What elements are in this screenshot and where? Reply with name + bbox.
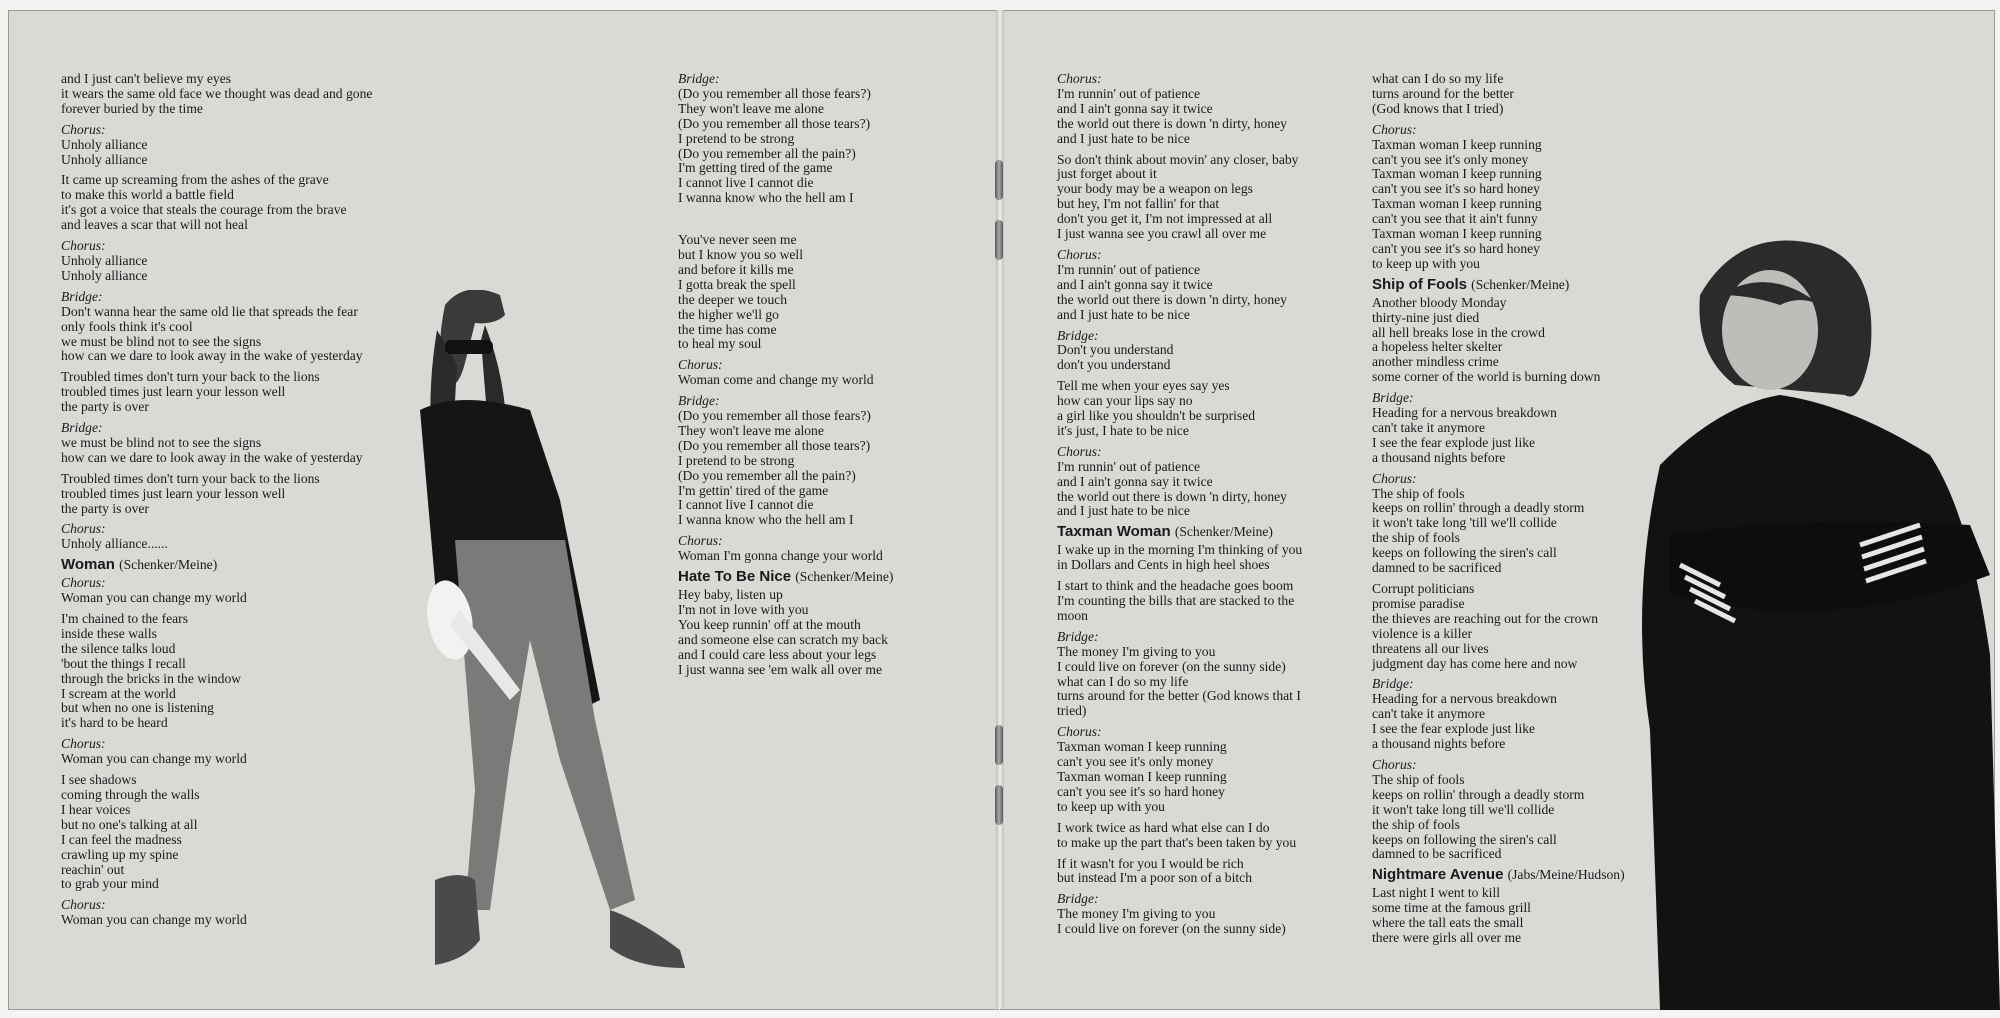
- lyric-stanza: [1057, 329, 1302, 374]
- lyric-line: Unholy alliance......: [61, 536, 168, 552]
- lyric-stanza: [1057, 821, 1302, 851]
- lyric-line: the time has come: [678, 321, 777, 337]
- lyric-line: thirty-nine just died: [1372, 309, 1480, 325]
- lyric-line: a thousand nights before: [1372, 449, 1506, 465]
- lyric-line: I wanna know who the hell am I: [678, 190, 854, 206]
- lyric-stanza: [1057, 857, 1302, 887]
- lyric-line: 'bout the things I recall: [61, 655, 186, 671]
- lyric-line: Heading for a nervous breakdown: [1372, 691, 1557, 707]
- lyric-line: If it wasn't for you I would be rich: [1057, 855, 1244, 871]
- lyric-line: So don't think about movin' any closer, baby: [1057, 151, 1299, 167]
- lyric-line: another mindless crime: [1372, 354, 1499, 370]
- lyric-line: Don't wanna hear the same old lie that spreads the fear: [61, 303, 358, 319]
- lyric-stanza: [1057, 543, 1302, 573]
- lyrics-column-4: [1372, 72, 1625, 952]
- lyric-line: I'm gettin' tired of the game: [678, 482, 829, 498]
- section-label: Chorus:: [1372, 470, 1417, 486]
- lyric-line: (Do you remember all the pain?): [678, 145, 856, 161]
- lyric-line: I see shadows: [61, 772, 137, 788]
- lyric-line: Unholy alliance: [61, 136, 148, 152]
- lyric-line: They won't leave me alone: [678, 100, 824, 116]
- lyric-line: troubled times just learn your lesson well: [61, 384, 286, 400]
- lyric-stanza: [678, 233, 893, 352]
- lyric-stanza: [61, 612, 372, 731]
- songwriter-credit: (Jabs/Meine/Hudson): [1507, 867, 1625, 883]
- lyric-line: Taxman woman I keep running: [1057, 739, 1227, 755]
- lyric-stanza: [1057, 630, 1302, 719]
- lyric-stanza: [61, 421, 372, 466]
- lyric-line: can't you see that it ain't funny: [1372, 211, 1538, 227]
- lyric-line: how can we dare to look away in the wake of yesterday: [61, 449, 363, 465]
- lyric-line: The money I'm giving to you: [1057, 906, 1216, 922]
- song-title: [1372, 868, 1625, 883]
- lyric-line: to keep up with you: [1372, 255, 1480, 271]
- lyric-stanza: [678, 212, 893, 227]
- lyric-line: the world out there is down 'n dirty, honey: [1057, 291, 1287, 307]
- lyric-stanza: [1057, 72, 1302, 147]
- section-label: Chorus:: [61, 897, 106, 913]
- lyric-stanza: [61, 239, 372, 284]
- lyric-line: turns around for the better (God knows that I: [1057, 688, 1301, 704]
- lyric-line: (Do you remember all those tears?): [678, 437, 871, 453]
- lyric-line: It came up screaming from the ashes of the grave: [61, 172, 329, 188]
- lyric-line: They won't leave me alone: [678, 422, 824, 438]
- lyric-line: some corner of the world is burning down: [1372, 369, 1601, 385]
- lyric-line: what can I do so my life: [1057, 673, 1189, 689]
- lyric-line: don't you get it, I'm not impressed at all: [1057, 211, 1273, 227]
- lyric-line: the deeper we touch: [678, 291, 788, 307]
- lyric-line: forever buried by the time: [61, 100, 203, 116]
- lyric-line: I see the fear explode just like: [1372, 721, 1536, 737]
- section-label: Chorus:: [678, 357, 723, 373]
- staple: [995, 220, 1003, 260]
- lyric-line: it's got a voice that steals the courage from the brave: [61, 202, 347, 218]
- lyric-stanza: [1057, 579, 1302, 624]
- section-label: Bridge:: [1057, 891, 1099, 907]
- song-title-text: Woman: [61, 556, 115, 574]
- lyric-line: crawling up my spine: [61, 846, 179, 862]
- section-label: Chorus:: [1057, 71, 1102, 86]
- lyric-stanza: [678, 72, 893, 206]
- lyric-line: You've never seen me: [678, 232, 797, 248]
- lyric-line: Woman come and change my world: [678, 372, 874, 388]
- lyric-stanza: [61, 737, 372, 767]
- lyric-line: can't you see it's only money: [1057, 754, 1214, 770]
- lyric-line: I'm runnin' out of patience: [1057, 261, 1201, 277]
- lyric-line: inside these walls: [61, 625, 157, 641]
- lyric-stanza: [61, 773, 372, 892]
- lyric-line: Don't you understand: [1057, 342, 1174, 358]
- lyric-line: a hopeless helter skelter: [1372, 339, 1503, 355]
- lyric-line: Woman I'm gonna change your world: [678, 548, 883, 564]
- lyric-line: there were girls all over me: [1372, 929, 1522, 945]
- section-label: Bridge:: [1057, 628, 1099, 644]
- lyric-stanza: [61, 576, 372, 606]
- lyric-line: I just wanna see 'em walk all over me: [678, 661, 883, 677]
- lyric-stanza: [1057, 248, 1302, 323]
- lyric-line: how can your lips say no: [1057, 393, 1193, 409]
- lyric-stanza: [678, 588, 893, 677]
- songwriter-credit: (Schenker/Meine): [119, 557, 218, 573]
- lyric-line: I wake up in the morning I'm thinking of you: [1057, 542, 1303, 558]
- lyric-line: Taxman woman I keep running: [1372, 136, 1542, 152]
- lyric-line: I'm chained to the fears: [61, 611, 189, 626]
- lyric-line: and before it kills me: [678, 261, 794, 277]
- lyric-line: I work twice as hard what else can I do: [1057, 819, 1270, 835]
- lyric-line: Troubled times don't turn your back to the lions: [61, 470, 320, 486]
- lyric-line: The ship of fools: [1372, 771, 1465, 787]
- lyric-line: threatens all our lives: [1372, 640, 1489, 656]
- lyric-line: Taxman woman I keep running: [1372, 226, 1542, 242]
- lyric-line: Troubled times don't turn your back to the lions: [61, 369, 320, 385]
- lyric-line: violence is a killer: [1372, 625, 1473, 641]
- lyric-line: Woman you can change my world: [61, 751, 247, 767]
- lyrics-column-3: [1057, 72, 1302, 943]
- lyric-stanza: [1057, 892, 1302, 937]
- songwriter-credit: (Schenker/Meine): [795, 569, 894, 585]
- lyric-line: Last night I went to kill: [1372, 885, 1500, 901]
- lyric-line: The money I'm giving to you: [1057, 643, 1216, 659]
- section-label: Chorus:: [1372, 121, 1417, 137]
- song-title-text: Hate To Be Nice: [678, 568, 792, 586]
- lyric-line: your body may be a weapon on legs: [1057, 181, 1253, 197]
- lyric-stanza: [1057, 379, 1302, 439]
- lyric-line: and I just hate to be nice: [1057, 503, 1190, 519]
- lyric-stanza: [1057, 445, 1302, 520]
- lyric-line: and someone else can scratch my back: [678, 631, 888, 647]
- crossed-arms-photo: [1640, 235, 2000, 1010]
- lyric-line: can't you see it's only money: [1372, 151, 1529, 167]
- lyric-line: (Do you remember all those fears?): [678, 408, 871, 424]
- staple: [995, 785, 1003, 825]
- song-title: [678, 570, 893, 585]
- section-label: Chorus:: [61, 521, 106, 537]
- lyric-line: and I could care less about your legs: [678, 646, 877, 662]
- lyric-line: it wears the same old face we thought was dead and gone: [61, 85, 373, 101]
- lyric-stanza: [1372, 472, 1625, 576]
- lyric-line: (Do you remember all the pain?): [678, 467, 856, 483]
- song-title-text: Taxman Woman: [1057, 523, 1171, 541]
- lyric-line: just forget about it: [1057, 166, 1157, 182]
- lyric-line: keeps on following the siren's call: [1372, 831, 1557, 847]
- lyric-stanza: [61, 370, 372, 415]
- lyric-line: You keep runnin' off at the mouth: [678, 616, 861, 632]
- lyric-line: where the tall eats the small: [1372, 915, 1524, 931]
- lyric-line: to grab your mind: [61, 876, 159, 892]
- lyric-line: Tell me when your eyes say yes: [1057, 378, 1230, 394]
- lyric-line: and I ain't gonna say it twice: [1057, 100, 1213, 116]
- lyric-line: Corrupt politicians: [1372, 581, 1475, 596]
- lyric-line: to make this world a battle field: [61, 187, 234, 203]
- lyric-line: I'm not in love with you: [678, 601, 809, 617]
- section-label: Chorus:: [1057, 443, 1102, 459]
- lyric-line: can't you see it's so hard honey: [1372, 181, 1540, 197]
- lyric-line: Heading for a nervous breakdown: [1372, 405, 1557, 421]
- lyric-line: Hey baby, listen up: [678, 587, 783, 602]
- lyric-line: damned to be sacrificed: [1372, 560, 1502, 576]
- lyric-line: and leaves a scar that will not heal: [61, 217, 248, 233]
- lyric-line: it won't take long till we'll collide: [1372, 801, 1555, 817]
- lyric-line: turns around for the better: [1372, 85, 1514, 101]
- lyric-stanza: [61, 522, 372, 552]
- lyric-stanza: [678, 394, 893, 528]
- lyric-line: through the bricks in the window: [61, 670, 242, 686]
- section-label: Chorus:: [61, 238, 106, 254]
- lyric-stanza: [1057, 725, 1302, 814]
- lyric-line: I cannot live I cannot die: [678, 497, 814, 513]
- lyric-line: promise paradise: [1372, 595, 1465, 611]
- lyric-line: keeps on rollin' through a deadly storm: [1372, 786, 1585, 802]
- lyric-line: keeps on following the siren's call: [1372, 545, 1557, 561]
- song-title: [61, 558, 372, 573]
- lyric-line: I'm counting the bills that are stacked to the: [1057, 593, 1295, 608]
- lyric-line: to keep up with you: [1057, 798, 1165, 814]
- lyric-stanza: [1372, 758, 1625, 862]
- lyric-line: tried): [1057, 703, 1087, 719]
- lyrics-column-1: [61, 72, 372, 934]
- lyric-line: I just wanna see you crawl all over me: [1057, 226, 1267, 242]
- lyric-line: a thousand nights before: [1372, 736, 1506, 752]
- lyric-line: to heal my soul: [678, 336, 762, 352]
- section-label: Bridge:: [61, 288, 103, 304]
- lyric-line: and I ain't gonna say it twice: [1057, 473, 1213, 489]
- lyric-line: the party is over: [61, 399, 149, 415]
- lyric-line: Woman you can change my world: [61, 590, 247, 606]
- section-label: Bridge:: [1057, 327, 1099, 343]
- section-label: Bridge:: [678, 71, 720, 86]
- lyric-line: how can we dare to look away in the wake of yesterday: [61, 348, 363, 364]
- lyric-line: the thieves are reaching out for the crown: [1372, 610, 1599, 626]
- lyric-line: we must be blind not to see the signs: [61, 434, 262, 450]
- lyric-stanza: [678, 534, 893, 564]
- lyric-line: and I just hate to be nice: [1057, 130, 1190, 146]
- lyric-line: (Do you remember all those tears?): [678, 115, 871, 131]
- lyric-stanza: [1372, 886, 1625, 946]
- lyric-line: keeps on rollin' through a deadly storm: [1372, 500, 1585, 516]
- lyric-line: can't take it anymore: [1372, 706, 1486, 722]
- lyric-line: I cannot live I cannot die: [678, 175, 814, 191]
- lyric-line: Woman you can change my world: [61, 912, 247, 928]
- lyric-line: I'm runnin' out of patience: [1057, 458, 1201, 474]
- section-label: Chorus:: [61, 736, 106, 752]
- song-title: [1057, 525, 1302, 540]
- section-label: Bridge:: [1372, 676, 1414, 692]
- lyric-stanza: [61, 72, 372, 117]
- lyric-line: the world out there is down 'n dirty, honey: [1057, 488, 1287, 504]
- lyric-line: I scream at the world: [61, 685, 176, 701]
- lyric-line: the ship of fools: [1372, 816, 1460, 832]
- lyric-line: Taxman woman I keep running: [1372, 196, 1542, 212]
- lyric-line: The ship of fools: [1372, 485, 1465, 501]
- lyrics-column-2: [678, 72, 893, 683]
- lyric-line: moon: [1057, 607, 1088, 623]
- lyric-line: only fools think it's cool: [61, 318, 193, 334]
- lyric-line: but I know you so well: [678, 246, 803, 262]
- lyric-line: but no one's talking at all: [61, 816, 198, 832]
- lyric-line: Taxman woman I keep running: [1057, 768, 1227, 784]
- lyric-line: I'm getting tired of the game: [678, 160, 833, 176]
- lyric-line: the party is over: [61, 500, 149, 516]
- lyric-line: judgment day has come here and now: [1372, 655, 1578, 671]
- lyric-line: I wanna know who the hell am I: [678, 512, 854, 528]
- lyric-line: I hear voices: [61, 801, 131, 817]
- lyric-stanza: [1372, 123, 1625, 272]
- lyric-line: Unholy alliance: [61, 252, 148, 268]
- lyric-line: it's hard to be heard: [61, 715, 168, 731]
- lyric-line: and I ain't gonna say it twice: [1057, 276, 1213, 292]
- lyric-stanza: [678, 358, 893, 388]
- song-title-text: Nightmare Avenue: [1372, 866, 1504, 884]
- lyric-line: troubled times just learn your lesson well: [61, 485, 286, 501]
- lyric-line: all hell breaks lose in the crowd: [1372, 324, 1545, 340]
- lyric-stanza: [1057, 153, 1302, 242]
- lyric-line: I could live on forever (on the sunny side): [1057, 921, 1286, 937]
- lyric-line: Unholy alliance: [61, 267, 148, 283]
- lyric-line: Taxman woman I keep running: [1372, 166, 1542, 182]
- lyric-line: we must be blind not to see the signs: [61, 333, 262, 349]
- lyric-stanza: [61, 290, 372, 365]
- lyric-stanza: [61, 123, 372, 168]
- lyric-line: but instead I'm a poor son of a bitch: [1057, 870, 1252, 886]
- lyric-line: it's just, I hate to be nice: [1057, 422, 1189, 438]
- section-label: Bridge:: [678, 393, 720, 409]
- lyric-stanza: [1372, 391, 1625, 466]
- lyric-line: I can feel the madness: [61, 831, 182, 847]
- lyric-line: the higher we'll go: [678, 306, 779, 322]
- lyric-line: Unholy alliance: [61, 151, 148, 167]
- lyric-line: some time at the famous grill: [1372, 900, 1531, 916]
- lyric-line: the world out there is down 'n dirty, honey: [1057, 115, 1287, 131]
- lyric-line: I'm runnin' out of patience: [1057, 85, 1201, 101]
- section-label: Chorus:: [678, 533, 723, 549]
- lyric-stanza: [61, 472, 372, 517]
- lyric-stanza: [61, 173, 372, 233]
- staple: [995, 160, 1003, 200]
- song-title-text: Ship of Fools: [1372, 275, 1467, 293]
- lyric-line: coming through the walls: [61, 786, 200, 802]
- lyric-line: damned to be sacrificed: [1372, 846, 1502, 862]
- lyric-line: the silence talks loud: [61, 640, 176, 656]
- lyric-line: I pretend to be strong: [678, 130, 795, 146]
- lyric-line: can't you see it's so hard honey: [1057, 783, 1225, 799]
- lyric-line: Another bloody Monday: [1372, 294, 1507, 310]
- songwriter-credit: (Schenker/Meine): [1174, 524, 1273, 540]
- lyric-line: the ship of fools: [1372, 530, 1460, 546]
- lyric-line: can't take it anymore: [1372, 419, 1486, 435]
- lyric-stanza: [1372, 582, 1625, 671]
- lyric-line: and I just can't believe my eyes: [61, 71, 232, 86]
- section-label: Bridge:: [1372, 390, 1414, 406]
- lyric-line: I pretend to be strong: [678, 452, 795, 468]
- section-label: Chorus:: [61, 121, 106, 137]
- lyric-line: I could live on forever (on the sunny side): [1057, 658, 1286, 674]
- songwriter-credit: (Schenker/Meine): [1471, 276, 1570, 292]
- lyric-line: can't you see it's so hard honey: [1372, 240, 1540, 256]
- lyric-line: it won't take long 'till we'll collide: [1372, 515, 1557, 531]
- lyric-line: to make up the part that's been taken by you: [1057, 834, 1297, 850]
- song-title: [1372, 275, 1625, 293]
- lyric-line: a girl like you shouldn't be surprised: [1057, 408, 1256, 424]
- section-label: Chorus:: [61, 575, 106, 591]
- lyric-line: I start to think and the headache goes boom: [1057, 578, 1294, 594]
- lyric-line: I see the fear explode just like: [1372, 434, 1536, 450]
- lyric-line: (Do you remember all those fears?): [678, 85, 871, 101]
- lyric-line: what can I do so my life: [1372, 71, 1504, 86]
- lyric-line: don't you understand: [1057, 357, 1171, 373]
- lyric-stanza: [1372, 296, 1625, 385]
- section-label: Chorus:: [1057, 246, 1102, 262]
- lyric-line: (God knows that I tried): [1372, 100, 1504, 116]
- lyric-stanza: [1372, 677, 1625, 752]
- section-label: Bridge:: [61, 420, 103, 436]
- lyric-line: but when no one is listening: [61, 700, 214, 716]
- lyric-line: and I just hate to be nice: [1057, 306, 1190, 322]
- lyric-line: reachin' out: [61, 861, 125, 877]
- lyric-stanza: [1372, 72, 1625, 117]
- section-label: Chorus:: [1057, 724, 1102, 740]
- lyric-stanza: [61, 898, 372, 928]
- lyric-line: I gotta break the spell: [678, 276, 796, 292]
- lyric-line: [678, 212, 893, 227]
- section-label: Chorus:: [1372, 756, 1417, 772]
- lyric-line: in Dollars and Cents in high heel shoes: [1057, 557, 1270, 573]
- staple: [995, 725, 1003, 765]
- lyric-line: but hey, I'm not fallin' for that: [1057, 196, 1220, 212]
